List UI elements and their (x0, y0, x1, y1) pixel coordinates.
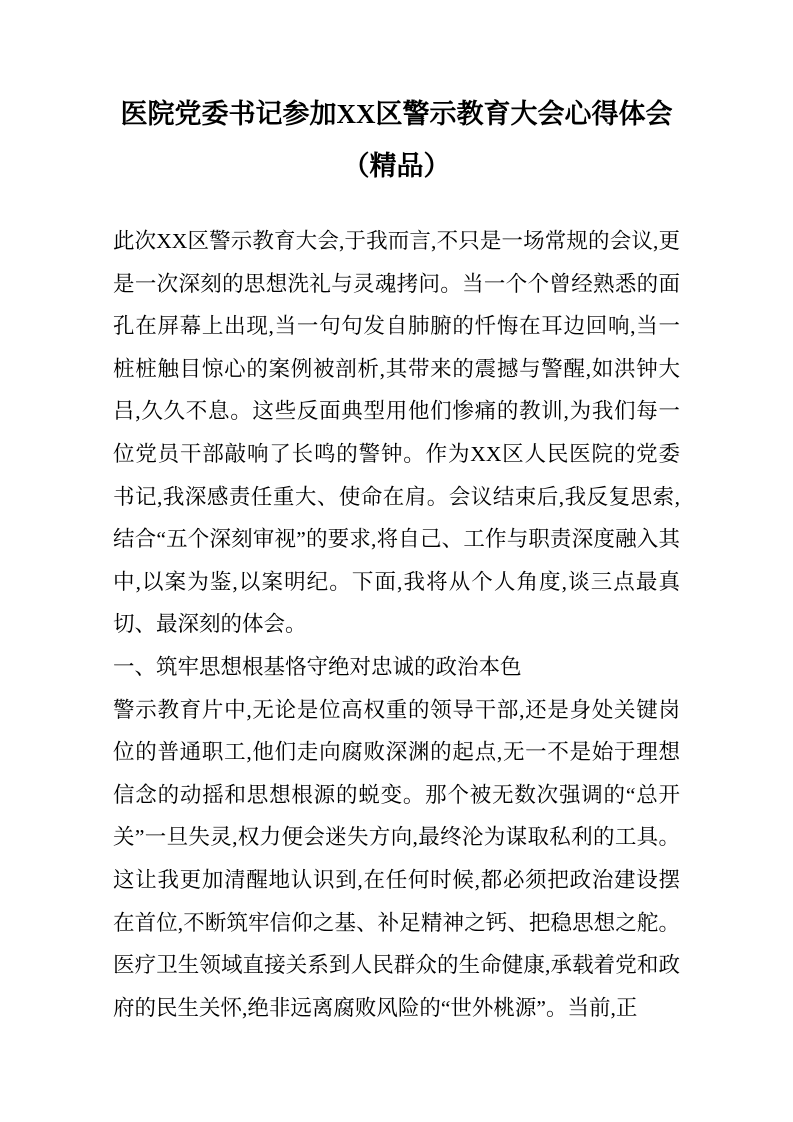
document-title-line-1: 医院党委书记参加XX区警示教育大会心得体会 (120, 99, 673, 129)
document-title-line-2: （精品） (342, 151, 451, 181)
paragraph-intro: 此次XX区警示教育大会,于我而言,不只是一场常规的会议,更是一次深刻的思想洗礼与灵魂拷问。当一个个曾经熟悉的面孔在屏幕上出现,当一句句发自肺腑的忏悔在耳边回响,当一桩桩触目惊心的案例被剖析,其带来的震撼与警醒,如洪钟大吕,久久不息。这些反面典型用他们惨痛的教训,为我们每一位党员干部敲响了长鸣的警钟。作为XX区人民医院的党委书记,我深感责任重大、使命在肩。会议结束后,我反复思索,结合“五个深刻审视”的要求,将自己、工作与职责深度融入其中,以案为鉴,以案明纪。下面,我将从个人角度,谈三点最真切、最深刻的体会。 (113, 229, 680, 637)
paragraph-section-1: 警示教育片中,无论是位高权重的领导干部,还是身处关键岗位的普通职工,他们走向腐败深渊的起点,无一不是始于理想信念的动摇和思想根源的蜕变。那个被无数次强调的“总开关”一旦失灵,权力便会迷失方向,最终沦为谋取私利的工具。这让我更加清醒地认识到,在任何时候,都必须把政治建设摆在首位,不断筑牢信仰之基、补足精神之钙、把稳思想之舵。医疗卫生领域直接关系到人民群众的生命健康,承载着党和政府的民生关怀,绝非远离腐败风险的“世外桃源”。当前,正 (113, 697, 680, 1020)
section-heading-1: 一、筑牢思想根基恪守绝对忠诚的政治本色 (113, 654, 522, 679)
document-title (113, 88, 680, 192)
